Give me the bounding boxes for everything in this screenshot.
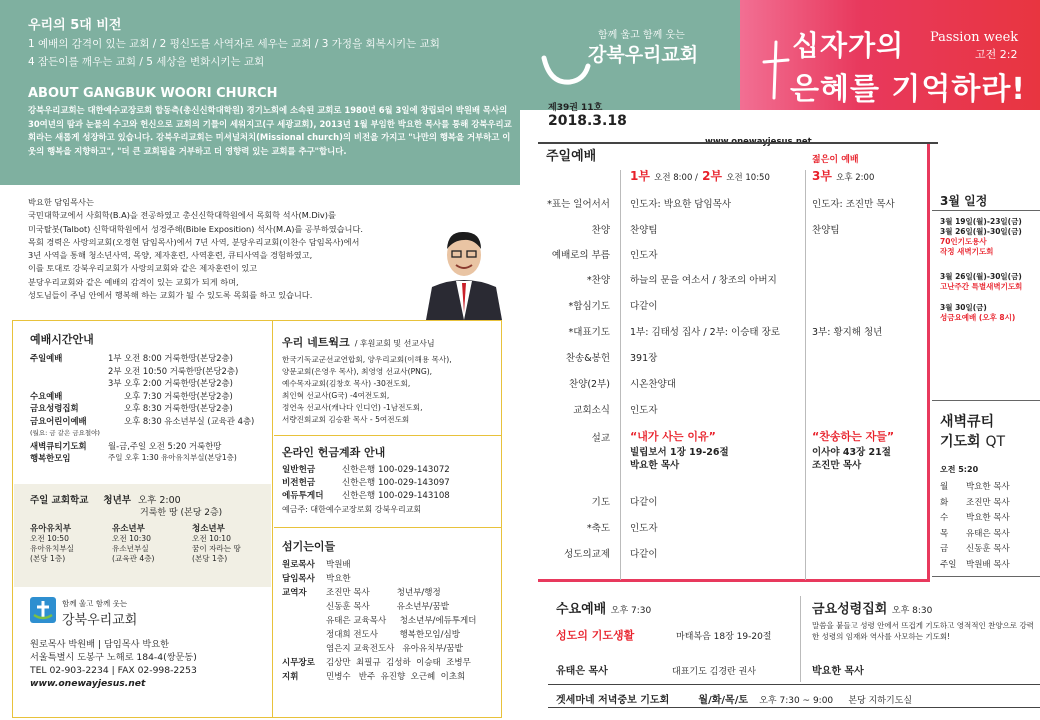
network-item: 정연옥 선교사(캐나다 인디언) -1남전도회, [282, 403, 423, 412]
friday-preacher: 박요한 목사 [812, 666, 864, 677]
staff-role: 원로목사 [282, 560, 315, 570]
order-c1: 시온찬양대 [630, 379, 676, 390]
vision-line-1: 1 예배의 감격이 있는 교회 / 2 평신도를 사역자로 세우는 교회 / 3 가정을 회복시키는 교회 [28, 38, 440, 50]
offering-divider [274, 527, 502, 528]
service-1-label: 1부 [630, 169, 650, 183]
schedule-name: 행복한모임 [30, 453, 71, 463]
march-title: 3월 일정 [940, 194, 988, 208]
staff-row [282, 670, 476, 684]
schedule-times [108, 352, 238, 390]
march-desc: 고난주간 특별새벽기도회 [940, 282, 1023, 291]
youth-place: 거룩한 땅 (본당 2층) [140, 508, 223, 518]
service-1-time: 오전 8:00 / [654, 173, 698, 183]
offering-account: 신한은행 100-029-143072 [342, 465, 450, 475]
worship-divider [538, 142, 938, 144]
sermon1-preacher: 박요한 목사 [630, 460, 680, 471]
staff-names: 박원배 [326, 560, 351, 570]
pastor-line: 박요한 담임목사는 [28, 197, 94, 207]
wednesday-prayer: 대표기도 김경란 권사 [672, 667, 756, 677]
wednesday-time: 오후 7:30 [610, 606, 652, 616]
network-item: 최인혁 선교사(G국) -4여전도회, [282, 391, 390, 400]
issue-number: 제39권 11호 [548, 103, 603, 113]
offering-holder: 예금주: 대한예수교장로회 강북우리교회 [282, 505, 422, 514]
staff-role: 시무장로 [282, 658, 315, 668]
order-c3: 찬양팀 [812, 225, 840, 236]
school-place: 꿈이 자라는 땅 [192, 544, 241, 553]
schedule-time: 2부 오전 10:50 거룩한땅(본당2층) [108, 365, 239, 376]
staff-role: 교역자 [282, 588, 307, 598]
service-3-header [812, 167, 874, 184]
wednesday-title [556, 598, 651, 617]
school-name: 청소년부 [192, 524, 225, 534]
main-title-line1: 십자가의 [792, 29, 905, 62]
col-divider-1 [620, 170, 621, 580]
offering-account: 신한은행 100-029-143108 [342, 491, 450, 501]
pastor-line: 성도님들이 주님 안에서 행복해 하는 교회가 될 수 있도록 목회를 하고 있습니다. [28, 290, 313, 301]
school-col [192, 524, 270, 564]
service-2-label: 2부 [702, 169, 723, 183]
schedule-time: 월-금,주일 오전 5:20 거룩한땅 [108, 440, 222, 451]
school-time: 오전 10:30 [112, 534, 151, 543]
footer-logo-name: 강북우리교회 [62, 613, 138, 628]
schedule-row [30, 452, 254, 465]
offering-row [282, 477, 450, 490]
footer-contact [30, 638, 197, 690]
footer-address: 서울특별시 도봉구 노해로 184-4(쌍문동) [30, 652, 197, 663]
offering-account: 신한은행 100-029-143097 [342, 478, 450, 488]
header-logo-name: 강북우리교회 [588, 44, 699, 66]
worship-title: 주일예배 [546, 149, 597, 164]
schedule-time: 오후 8:30 거룩한땅(본당2층) [124, 403, 233, 413]
schedule-row [30, 402, 254, 415]
pastor-photo [418, 225, 510, 320]
qt-day: 화 [940, 497, 949, 508]
qt-name: 박원배 목사 [966, 559, 1010, 570]
col-divider-2 [805, 170, 806, 580]
header-logo-tag: 함께 울고 함께 웃는 [598, 30, 685, 41]
church-logo-icon [540, 52, 592, 90]
footer-url[interactable]: www.onewayjesus.net [30, 678, 146, 689]
schedule-title: 예배시간안내 [30, 333, 94, 346]
pastor-line: 이를 토대로 강북우리교회가 사랑의교회와 같은 제자훈련이 있고 [28, 263, 258, 274]
order-c1: 1부: 김태성 집사 / 2부: 이승태 장로 [630, 327, 780, 338]
gethsemane-place: 본당 지하기도실 [848, 696, 913, 706]
header-verse: 고전 2:2 [975, 48, 1018, 61]
schedule-name: 주일예배 [30, 353, 63, 363]
pastor-line: 분당우리교회와 같은 예배의 감격이 있는 교회가 되게 하며, [28, 276, 239, 287]
friday-desc: 말씀을 붙들고 성령 안에서 뜨겁게 기도하고 영적적인 찬양으로 강력한 성령의 임재와 역사를 사모하는 기도회! [812, 621, 1034, 641]
gethsemane-bottom [548, 707, 1040, 708]
youth-label: 청년부 [103, 495, 131, 506]
sunday-school-head [30, 492, 181, 506]
schedule-time: 주일 오후 1:30 유아유치부실(본당1층) [108, 453, 237, 462]
qt-day: 월 [940, 482, 949, 492]
staff-role: 담임목사 [282, 574, 315, 584]
qt-row [940, 511, 1010, 527]
service-3-label: 3부 [812, 169, 832, 183]
qt-title-line1: 새벽큐티 [940, 414, 995, 430]
sunday-school-title: 주일 교회학교 [30, 495, 89, 506]
schedule-name: 수요예배 [30, 390, 63, 401]
order-c3: 3부: 황지해 청년 [812, 327, 883, 338]
network-divider [274, 435, 502, 436]
qt-row [940, 496, 1010, 512]
cross-icon [760, 40, 790, 100]
qt-day: 금 [940, 544, 949, 554]
gethsemane-time: 오후 7:30 ~ 9:00 [759, 696, 834, 706]
staff-row [282, 600, 476, 614]
info-box-divider [272, 320, 273, 718]
wed-fri-divider [800, 596, 801, 682]
school-name: 유아유치부 [30, 524, 72, 534]
about-title: ABOUT GANGBUK WOORI CHURCH [28, 86, 278, 101]
friday-title-text: 금요성령집회 [812, 602, 888, 617]
order-label: *합심기도 [568, 301, 610, 312]
qt-bottom-divider [932, 576, 1040, 577]
network-list [282, 354, 452, 426]
order-label: 찬양(2부) [569, 379, 610, 390]
school-floor: (본당 1층) [30, 554, 66, 563]
staff-role [282, 642, 326, 656]
sermon3-title: “찬송하는 자들” [812, 430, 895, 443]
passion-week: Passion week [930, 30, 1019, 45]
march-divider [932, 210, 1040, 211]
youth-worship-label: 젊은이 예배 [812, 155, 859, 165]
qt-day: 목 [940, 528, 949, 539]
qt-divider [932, 400, 1040, 401]
staff-row [282, 656, 476, 670]
march-desc: 성금요예배 (오후 8시) [940, 313, 1016, 322]
staff-names: 박요한 [326, 574, 351, 584]
school-time: 오전 10:10 [192, 534, 231, 543]
staff-row [282, 558, 476, 572]
school-col [30, 524, 112, 564]
offering-name: 비전헌금 [282, 478, 316, 488]
qt-title [940, 412, 1005, 452]
main-title-line2: 은혜를 기억하라! [790, 72, 1026, 107]
march-date: 3월 26일(월)-30일(금) [940, 272, 1022, 281]
march-item [940, 303, 1015, 323]
school-floor: (교육관 4층) [112, 554, 155, 563]
footer-logo-tag: 함께 울고 함께 웃는 [62, 599, 128, 608]
march-date: 3월 19일(월)-23일(금) [940, 217, 1022, 226]
staff-role [282, 614, 326, 628]
about-text: 강북우리교회는 대한예수교장로회 합동측(총신신학대학원) 경기노회에 소속된 교회로 1980년 6월 3일에 창립되어 박원배 목사의 30여년의 땀과 눈물의 수고와 헌신으로 교회의 기틀이 세워지고(구 세광교회), 2013년 1월 부임한 박요한 목사를 통해 강북우리교회라는 새롭게 성장하고 있습니다. 강북우리교회는 미셔널처치(Missional church)의 비전을 가지고 "나만의 행복을 거부하고 이웃의 행복을 지향하고", "더 큰 교회됨을 거부하고 더 영향력 있는 교회를 추구"합니다. [28, 105, 512, 156]
qt-title-qt: QT [985, 434, 1006, 450]
offering-row [282, 490, 450, 503]
pastor-line: 미국탈봇(Talbot) 신학대학원에서 성경주해(Bible Exposition) 석사(M.A)를 공부하였습니다. [28, 223, 363, 234]
service-2-time: 오전 10:50 [726, 173, 770, 183]
qt-time: 오전 5:20 [940, 465, 979, 474]
network-item: 양문교회(은영우 목사), 최영영 선교사(PNG), [282, 367, 433, 376]
qt-title-text: 기도회 [940, 434, 981, 450]
march-item [940, 272, 1022, 292]
qt-row [940, 542, 1010, 558]
order-c1: 다같이 [630, 497, 658, 508]
schedule-name: 금요어린이예배 [30, 415, 87, 426]
schedule-row [30, 352, 254, 390]
qt-row [940, 558, 1010, 574]
qt-row [940, 480, 1010, 496]
staff-row [282, 586, 476, 600]
order-c1: 인도자 [630, 523, 658, 534]
order-label: *축도 [586, 523, 610, 534]
qt-name: 신동훈 목사 [966, 544, 1010, 554]
order-c1: 인도자 [630, 250, 658, 261]
march-date: 3월 30일(금) [940, 303, 987, 312]
qt-list [940, 480, 1010, 573]
staff-role: 지휘 [282, 672, 299, 682]
school-place: 유소년부실 [112, 544, 149, 553]
sermon3-ref: 이사야 43장 21절 [812, 447, 891, 458]
schedule-time: 오후 7:30 거룩한땅(본당2층) [124, 390, 233, 401]
sermon-label: 설교 [591, 433, 610, 444]
network-item: 한국기독교군선교연합회, 양우리교회(이해용 목사), [282, 355, 452, 364]
order-c1: 인도자: 박요한 담임목사 [630, 199, 732, 210]
qt-day: 주일 [940, 559, 957, 570]
staff-row [282, 614, 476, 628]
staff-names: 김상만 최필규 김성하 이승태 조병무 [326, 658, 471, 668]
march-date: 3월 26일(월)-30일(금) [940, 227, 1022, 236]
qt-day: 수 [940, 513, 949, 523]
wednesday-ref: 마태복음 18장 19-20절 [676, 632, 772, 642]
wednesday-sermon: 성도의 기도생활 [556, 629, 635, 642]
order-label: 교회소식 [573, 405, 610, 416]
sermon3-preacher: 조진만 목사 [812, 460, 862, 471]
staff-title: 섬기는이들 [282, 540, 336, 553]
order-c3: 인도자: 조진만 목사 [812, 199, 895, 210]
qt-name: 유태은 목사 [966, 528, 1010, 539]
march-desc: 작정 새벽기도회 [940, 247, 994, 256]
staff-names: 조진만 목사 청년부/행정 [326, 588, 441, 598]
staff-names: 유태은 교육목사 청소년부/에듀투게더 [326, 616, 477, 626]
qt-name: 조진만 목사 [966, 497, 1010, 508]
school-time: 오전 10:50 [30, 534, 69, 543]
issue-date: 2018.3.18 [548, 113, 627, 129]
gethsemane-divider [548, 684, 1040, 685]
order-label: *표는 일어서서 [547, 199, 610, 210]
staff-row [282, 628, 476, 642]
pastor-intro [28, 196, 413, 302]
gethsemane-days: 월/화/목/토 [698, 695, 749, 706]
order-label: 찬양 [591, 225, 610, 236]
network-subtitle: / 후원교회 및 선교사님 [354, 339, 435, 348]
offering-name: 에듀투게더 [282, 491, 324, 501]
schedule-time: 3부 오후 2:00 거룩한땅(본당2층) [108, 378, 233, 388]
qt-title-line2 [940, 432, 1005, 452]
service-3-time: 오후 2:00 [836, 173, 875, 183]
wednesday-preacher: 유태은 목사 [556, 666, 608, 677]
pastor-line: 목회 경력은 사랑의교회(오정현 담임목사)에서 7년 사역, 분당우리교회(이찬수 담임목사)에서 [28, 236, 360, 247]
service-1-2-header [630, 167, 770, 184]
offering-title: 온라인 헌금계좌 안내 [282, 446, 386, 459]
vision-title: 우리의 5대 비전 [28, 18, 122, 33]
schedule-row [30, 415, 254, 428]
order-label: *대표기도 [568, 327, 610, 338]
school-name: 유소년부 [112, 524, 145, 534]
order-c1: 하늘의 문을 여소서 / 창조의 아버지 [630, 275, 777, 286]
qt-row [940, 527, 1010, 543]
school-place: 유아유치부실 [30, 544, 75, 553]
network-head [282, 331, 435, 350]
qt-name: 박요한 목사 [966, 482, 1010, 492]
school-floor: (본당 1층) [192, 554, 228, 563]
sermon1-title: “내가 사는 이유” [630, 430, 716, 443]
schedule-time: 1부 오전 8:00 거룩한땅(본당2층) [108, 353, 233, 363]
schedule-name: 새벽큐티기도회 [30, 440, 87, 451]
offering-list [282, 464, 450, 516]
order-c1: 찬양팀 [630, 225, 658, 236]
staff-names: 염은지 교육전도사 유아유치부/꿈밭 [326, 644, 463, 654]
march-item [940, 217, 1022, 257]
schedule-row [30, 440, 254, 453]
youth-time: 오후 2:00 [137, 495, 181, 506]
footer-pastors: 원로목사 박원배 | 담임목사 박요한 [30, 639, 170, 650]
gethsemane-title: 겟세마네 저녁중보 기도회 [556, 695, 670, 706]
order-c1: 391장 [630, 353, 658, 364]
offering-row [282, 464, 450, 477]
staff-list [282, 558, 476, 684]
order-c1: 인도자 [630, 405, 658, 416]
wednesday-title-text: 수요예배 [556, 602, 607, 617]
order-c1: 다같이 [630, 301, 658, 312]
march-desc: 70인기도용사 [940, 237, 987, 246]
order-label: 기도 [591, 497, 610, 508]
network-item: 예수목자교회(김창호 목사) -30전도회, [282, 379, 411, 388]
qt-name: 박요한 목사 [966, 513, 1010, 523]
footer-phone: TEL 02-903-2234 | FAX 02-998-2253 [30, 665, 197, 676]
staff-names: 신동훈 목사 유소년부/꿈밭 [326, 602, 449, 612]
gethsemane-row [556, 691, 912, 706]
staff-role [282, 600, 326, 614]
order-label: 찬송&봉헌 [565, 353, 610, 364]
network-item: 서량진회교회 김승환 목사 - 5여전도회 [282, 415, 410, 424]
church-logo-icon [30, 597, 56, 623]
friday-time: 오후 8:30 [891, 606, 933, 616]
order-label: *찬양 [586, 275, 610, 286]
order-label: 예배로의 부름 [551, 250, 610, 261]
staff-row [282, 642, 476, 656]
order-label: 성도의교제 [564, 549, 610, 560]
staff-role [282, 628, 326, 642]
sermon1-ref: 빌립보서 1장 19-26절 [630, 447, 729, 458]
friday-title [812, 598, 932, 617]
staff-row [282, 572, 476, 586]
schedule-note: (월요: 금 같은 금요철야) [30, 429, 100, 437]
schedule-row [30, 390, 254, 403]
schedule-list [30, 352, 254, 465]
school-col [112, 524, 192, 564]
order-c1: 다같이 [630, 549, 658, 560]
offering-name: 일반헌금 [282, 465, 316, 475]
schedule-time: 오후 8:30 유소년부실 (교육관 4층) [124, 415, 255, 426]
vision-line-2: 4 잠든이를 깨우는 교회 / 5 세상을 변화시키는 교회 [28, 56, 265, 68]
schedule-name: 금요성령집회 [30, 403, 79, 413]
network-title: 우리 네트웍크 [282, 336, 350, 349]
staff-names: 정대희 전도사 행복한모임/심방 [326, 630, 460, 640]
sunday-school-cols [30, 524, 270, 564]
pastor-line: 3년 사역을 통해 청소년사역, 목양, 제자훈련, 사역훈련, 큐티사역을 경험하였고, [28, 250, 313, 261]
pastor-line: 국민대학교에서 사회학(B.A)을 전공하였고 총신신학대학원에서 목회학 석사(M.Div)를 [28, 210, 336, 221]
staff-names: 민병수 반주 유진향 오근혜 이초희 [326, 672, 466, 682]
